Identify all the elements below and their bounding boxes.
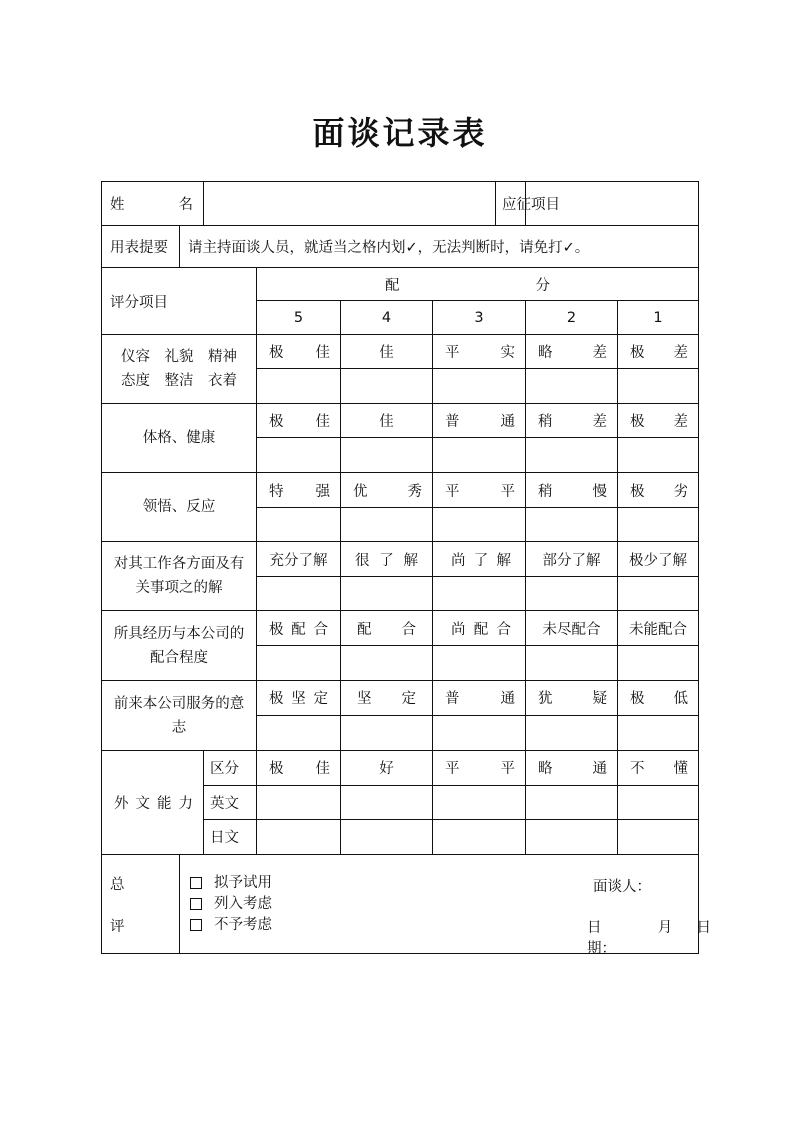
check-cell[interactable] [257, 819, 341, 854]
check-cell[interactable] [257, 577, 341, 611]
rating-4-label [341, 404, 433, 438]
rating-char: 合 [401, 621, 416, 638]
rating-5-label [257, 750, 341, 785]
rating-4-label [341, 611, 433, 646]
rating-char: 配 [291, 621, 306, 638]
rating-char: 佳 [315, 761, 330, 778]
rating-char: 稍 [538, 483, 553, 500]
rating-char: 优 [353, 483, 368, 500]
summary-options [190, 873, 272, 936]
language-label-char: 文 [135, 795, 150, 812]
score-header-char: 分 [535, 277, 550, 294]
criterion-label-line: 配合程度 [150, 649, 208, 666]
rating-char: 定 [313, 691, 328, 708]
rating-char: 略 [538, 761, 553, 778]
rating-2-label [526, 542, 618, 577]
rating-char: 平 [445, 345, 460, 362]
rating-4-label [341, 750, 433, 785]
rating-char: 普 [445, 691, 460, 708]
check-cell[interactable] [341, 369, 433, 404]
rating-char: 通 [500, 414, 515, 431]
check-cell[interactable] [618, 508, 699, 542]
check-cell[interactable] [257, 785, 341, 819]
interviewer-label: 面谈人： [593, 878, 651, 895]
language-label-char: 能 [157, 795, 172, 812]
rating-char: 坚 [357, 691, 372, 708]
rating-1-label [618, 404, 699, 438]
check-cell[interactable] [341, 715, 433, 750]
checkbox-icon[interactable] [190, 898, 202, 910]
day-label: 日 [696, 919, 711, 936]
rating-2-label [526, 750, 618, 785]
rating-2-label [526, 473, 618, 508]
rating-char: 好 [379, 761, 394, 778]
language-subrow-label: 英文 [204, 785, 257, 819]
criterion-label [102, 542, 257, 611]
check-cell[interactable] [257, 369, 341, 404]
rating-5-label [257, 681, 341, 715]
rating-char: 解 [496, 552, 511, 569]
check-cell[interactable] [526, 577, 618, 611]
rating-char: 劣 [673, 483, 688, 500]
check-cell[interactable] [618, 785, 699, 819]
rating-char: 低 [673, 691, 688, 708]
rating-2-label [526, 404, 618, 438]
position-label: 应征项目 [502, 197, 560, 214]
criterion-label [102, 404, 257, 473]
rating-4-label [341, 681, 433, 715]
rating-char: 秀 [407, 483, 422, 500]
name-label-cell [102, 182, 204, 226]
rating-3-label [433, 335, 526, 369]
rating-char: 普 [445, 414, 460, 431]
check-cell[interactable] [433, 508, 526, 542]
rating-char: 差 [592, 414, 607, 431]
rating-char: 了 [379, 552, 394, 569]
criterion-label-line: 关事项之的解 [135, 580, 223, 597]
rating-char: 尚 [451, 552, 466, 569]
check-cell[interactable] [341, 646, 433, 681]
rating-char: 差 [592, 345, 607, 362]
rating-char: 极 [269, 414, 284, 431]
language-subrow-label: 区分 [204, 750, 257, 785]
option-label: 拟予试用 [214, 874, 272, 891]
rating-char: 合 [496, 621, 511, 638]
rating-char: 慢 [592, 483, 607, 500]
summary-label-cell [102, 854, 180, 953]
check-cell[interactable] [618, 819, 699, 854]
rating-char: 不 [630, 761, 645, 778]
usage-label-cell [102, 226, 180, 268]
rating-5-label [257, 611, 341, 646]
score-4-header: 4 [341, 301, 433, 335]
rating-char: 未能配合 [629, 621, 687, 638]
criterion-label-line: 对其工作各方面及有 [113, 556, 245, 573]
rating-3-label [433, 404, 526, 438]
rating-char: 极 [630, 345, 645, 362]
rating-char: 略 [538, 345, 553, 362]
rating-char: 极 [630, 483, 645, 500]
rating-char: 部分了解 [542, 552, 601, 569]
rating-char: 了 [473, 552, 489, 569]
check-cell[interactable] [433, 646, 526, 681]
language-subrow-label: 日文 [204, 819, 257, 854]
rating-5-label [257, 404, 341, 438]
option-label: 列入考虑 [214, 895, 272, 912]
criterion-label-line: 前来本公司服务的意 [113, 695, 245, 712]
check-cell[interactable] [433, 785, 526, 819]
check-cell[interactable] [526, 785, 618, 819]
name-label-char: 姓 [110, 197, 125, 214]
check-cell[interactable] [526, 438, 618, 473]
check-cell[interactable] [433, 369, 526, 404]
score-3-header: 3 [433, 301, 526, 335]
rating-1-label [618, 542, 699, 577]
check-cell[interactable] [433, 438, 526, 473]
date-label: 日期： [587, 919, 616, 957]
score-2-header: 2 [526, 301, 618, 335]
rating-1-label [618, 335, 699, 369]
rating-3-label [433, 750, 526, 785]
rating-char: 平 [445, 761, 460, 778]
rating-char: 极 [269, 761, 284, 778]
rating-5-label [257, 335, 341, 369]
language-label-char: 外 [114, 795, 129, 812]
rating-2-label [526, 611, 618, 646]
check-cell[interactable] [618, 369, 699, 404]
rating-item-label: 评分项目 [110, 294, 168, 311]
rating-char: 很 [355, 552, 370, 569]
criterion-label-line: 体格、健康 [142, 430, 216, 447]
criterion-label-line: 领悟、反应 [142, 499, 216, 516]
date-row [587, 916, 711, 958]
language-label-cell [102, 750, 204, 854]
check-cell[interactable] [618, 646, 699, 681]
check-cell[interactable] [433, 715, 526, 750]
rating-char: 疑 [592, 691, 607, 708]
rating-char: 极少了解 [629, 552, 687, 569]
rating-char: 极 [269, 621, 284, 638]
rating-char: 配 [357, 621, 372, 638]
position-label-cell [496, 182, 560, 226]
rating-char: 坚 [291, 691, 306, 708]
rating-char: 定 [401, 691, 416, 708]
criterion-label [102, 335, 257, 404]
score-header-cell [257, 268, 699, 301]
check-cell[interactable] [341, 785, 433, 819]
check-cell[interactable] [341, 438, 433, 473]
criterion-label-line: 仪容 礼貌 精神 [121, 349, 237, 366]
rating-char: 差 [673, 345, 688, 362]
interview-form-table [101, 181, 711, 957]
checkbox-icon[interactable] [190, 919, 202, 931]
rating-char: 佳 [379, 345, 394, 362]
rating-char: 佳 [315, 414, 330, 431]
summary-content-cell [180, 854, 711, 957]
rating-char: 尚 [451, 621, 466, 638]
rating-char: 强 [315, 483, 330, 500]
option-reject[interactable] [190, 915, 272, 936]
rating-char: 佳 [379, 414, 394, 431]
rating-3-label [433, 542, 526, 577]
language-label-char: 力 [178, 795, 193, 812]
rating-3-label [433, 611, 526, 646]
rating-char: 懂 [673, 761, 688, 778]
checkbox-icon[interactable] [190, 877, 202, 889]
check-cell[interactable] [257, 438, 341, 473]
rating-char: 平 [500, 761, 515, 778]
name-field[interactable] [204, 182, 496, 226]
usage-text-cell [180, 226, 699, 268]
check-cell[interactable] [341, 819, 433, 854]
check-cell[interactable] [526, 715, 618, 750]
rating-4-label [341, 473, 433, 508]
option-trial[interactable] [190, 873, 272, 894]
rating-5-label [257, 542, 341, 577]
rating-char: 解 [403, 552, 418, 569]
rating-char: 极 [269, 691, 284, 708]
rating-2-label [526, 681, 618, 715]
check-cell[interactable] [341, 508, 433, 542]
rating-char: 极 [630, 691, 645, 708]
rating-char: 特 [269, 483, 284, 500]
rating-char: 佳 [315, 345, 330, 362]
name-label-char: 名 [178, 197, 193, 214]
rating-char: 极 [630, 414, 645, 431]
check-cell[interactable] [257, 508, 341, 542]
rating-4-label [341, 335, 433, 369]
check-cell[interactable] [257, 715, 341, 750]
rating-1-label [618, 750, 699, 785]
rating-3-label [433, 681, 526, 715]
rating-1-label [618, 473, 699, 508]
rating-1-label [618, 681, 699, 715]
check-cell[interactable] [526, 369, 618, 404]
rating-char: 通 [592, 761, 607, 778]
usage-text: 请主持面谈人员，就适当之格内划✓，无法判断时，请免打✓。 [188, 240, 590, 257]
score-1-header: 1 [618, 301, 699, 335]
rating-2-label [526, 335, 618, 369]
check-cell[interactable] [618, 438, 699, 473]
rating-char: 配 [473, 621, 489, 638]
rating-item-label-cell [102, 268, 257, 335]
check-cell[interactable] [433, 819, 526, 854]
criterion-label [102, 611, 257, 681]
summary-label-bottom: 评 [110, 918, 125, 935]
rating-char: 极 [269, 345, 284, 362]
rating-char: 平 [445, 483, 460, 500]
score-5-header: 5 [257, 301, 341, 335]
rating-char: 合 [313, 621, 328, 638]
check-cell[interactable] [618, 577, 699, 611]
usage-label: 用表提要 [110, 240, 168, 257]
score-header-char: 配 [385, 277, 400, 294]
option-label: 不予考虑 [214, 916, 272, 933]
check-cell[interactable] [257, 646, 341, 681]
rating-char: 犹 [538, 691, 553, 708]
check-cell[interactable] [526, 508, 618, 542]
check-cell[interactable] [526, 646, 618, 681]
criterion-label-line: 所具经历与本公司的 [113, 625, 245, 642]
check-cell[interactable] [618, 715, 699, 750]
check-cell[interactable] [433, 577, 526, 611]
criterion-label-line: 态度 整洁 衣着 [121, 373, 237, 390]
rating-4-label [341, 542, 433, 577]
rating-char: 平 [500, 483, 515, 500]
rating-5-label [257, 473, 341, 508]
criterion-label [102, 681, 257, 750]
summary-label-top: 总 [110, 876, 125, 893]
month-label: 月 [657, 919, 673, 936]
rating-char: 未尽配合 [542, 621, 601, 638]
option-consider[interactable] [190, 894, 272, 915]
rating-char: 差 [673, 414, 688, 431]
criterion-label-line: 志 [171, 719, 187, 736]
rating-char: 实 [500, 345, 515, 362]
criterion-label [102, 473, 257, 542]
rating-char: 稍 [538, 414, 553, 431]
rating-char: 通 [500, 691, 515, 708]
page-title: 面谈记录表 [312, 114, 488, 152]
rating-3-label [433, 473, 526, 508]
check-cell[interactable] [341, 577, 433, 611]
check-cell[interactable] [526, 819, 618, 854]
rating-1-label [618, 611, 699, 646]
rating-char: 充分了解 [269, 552, 328, 569]
